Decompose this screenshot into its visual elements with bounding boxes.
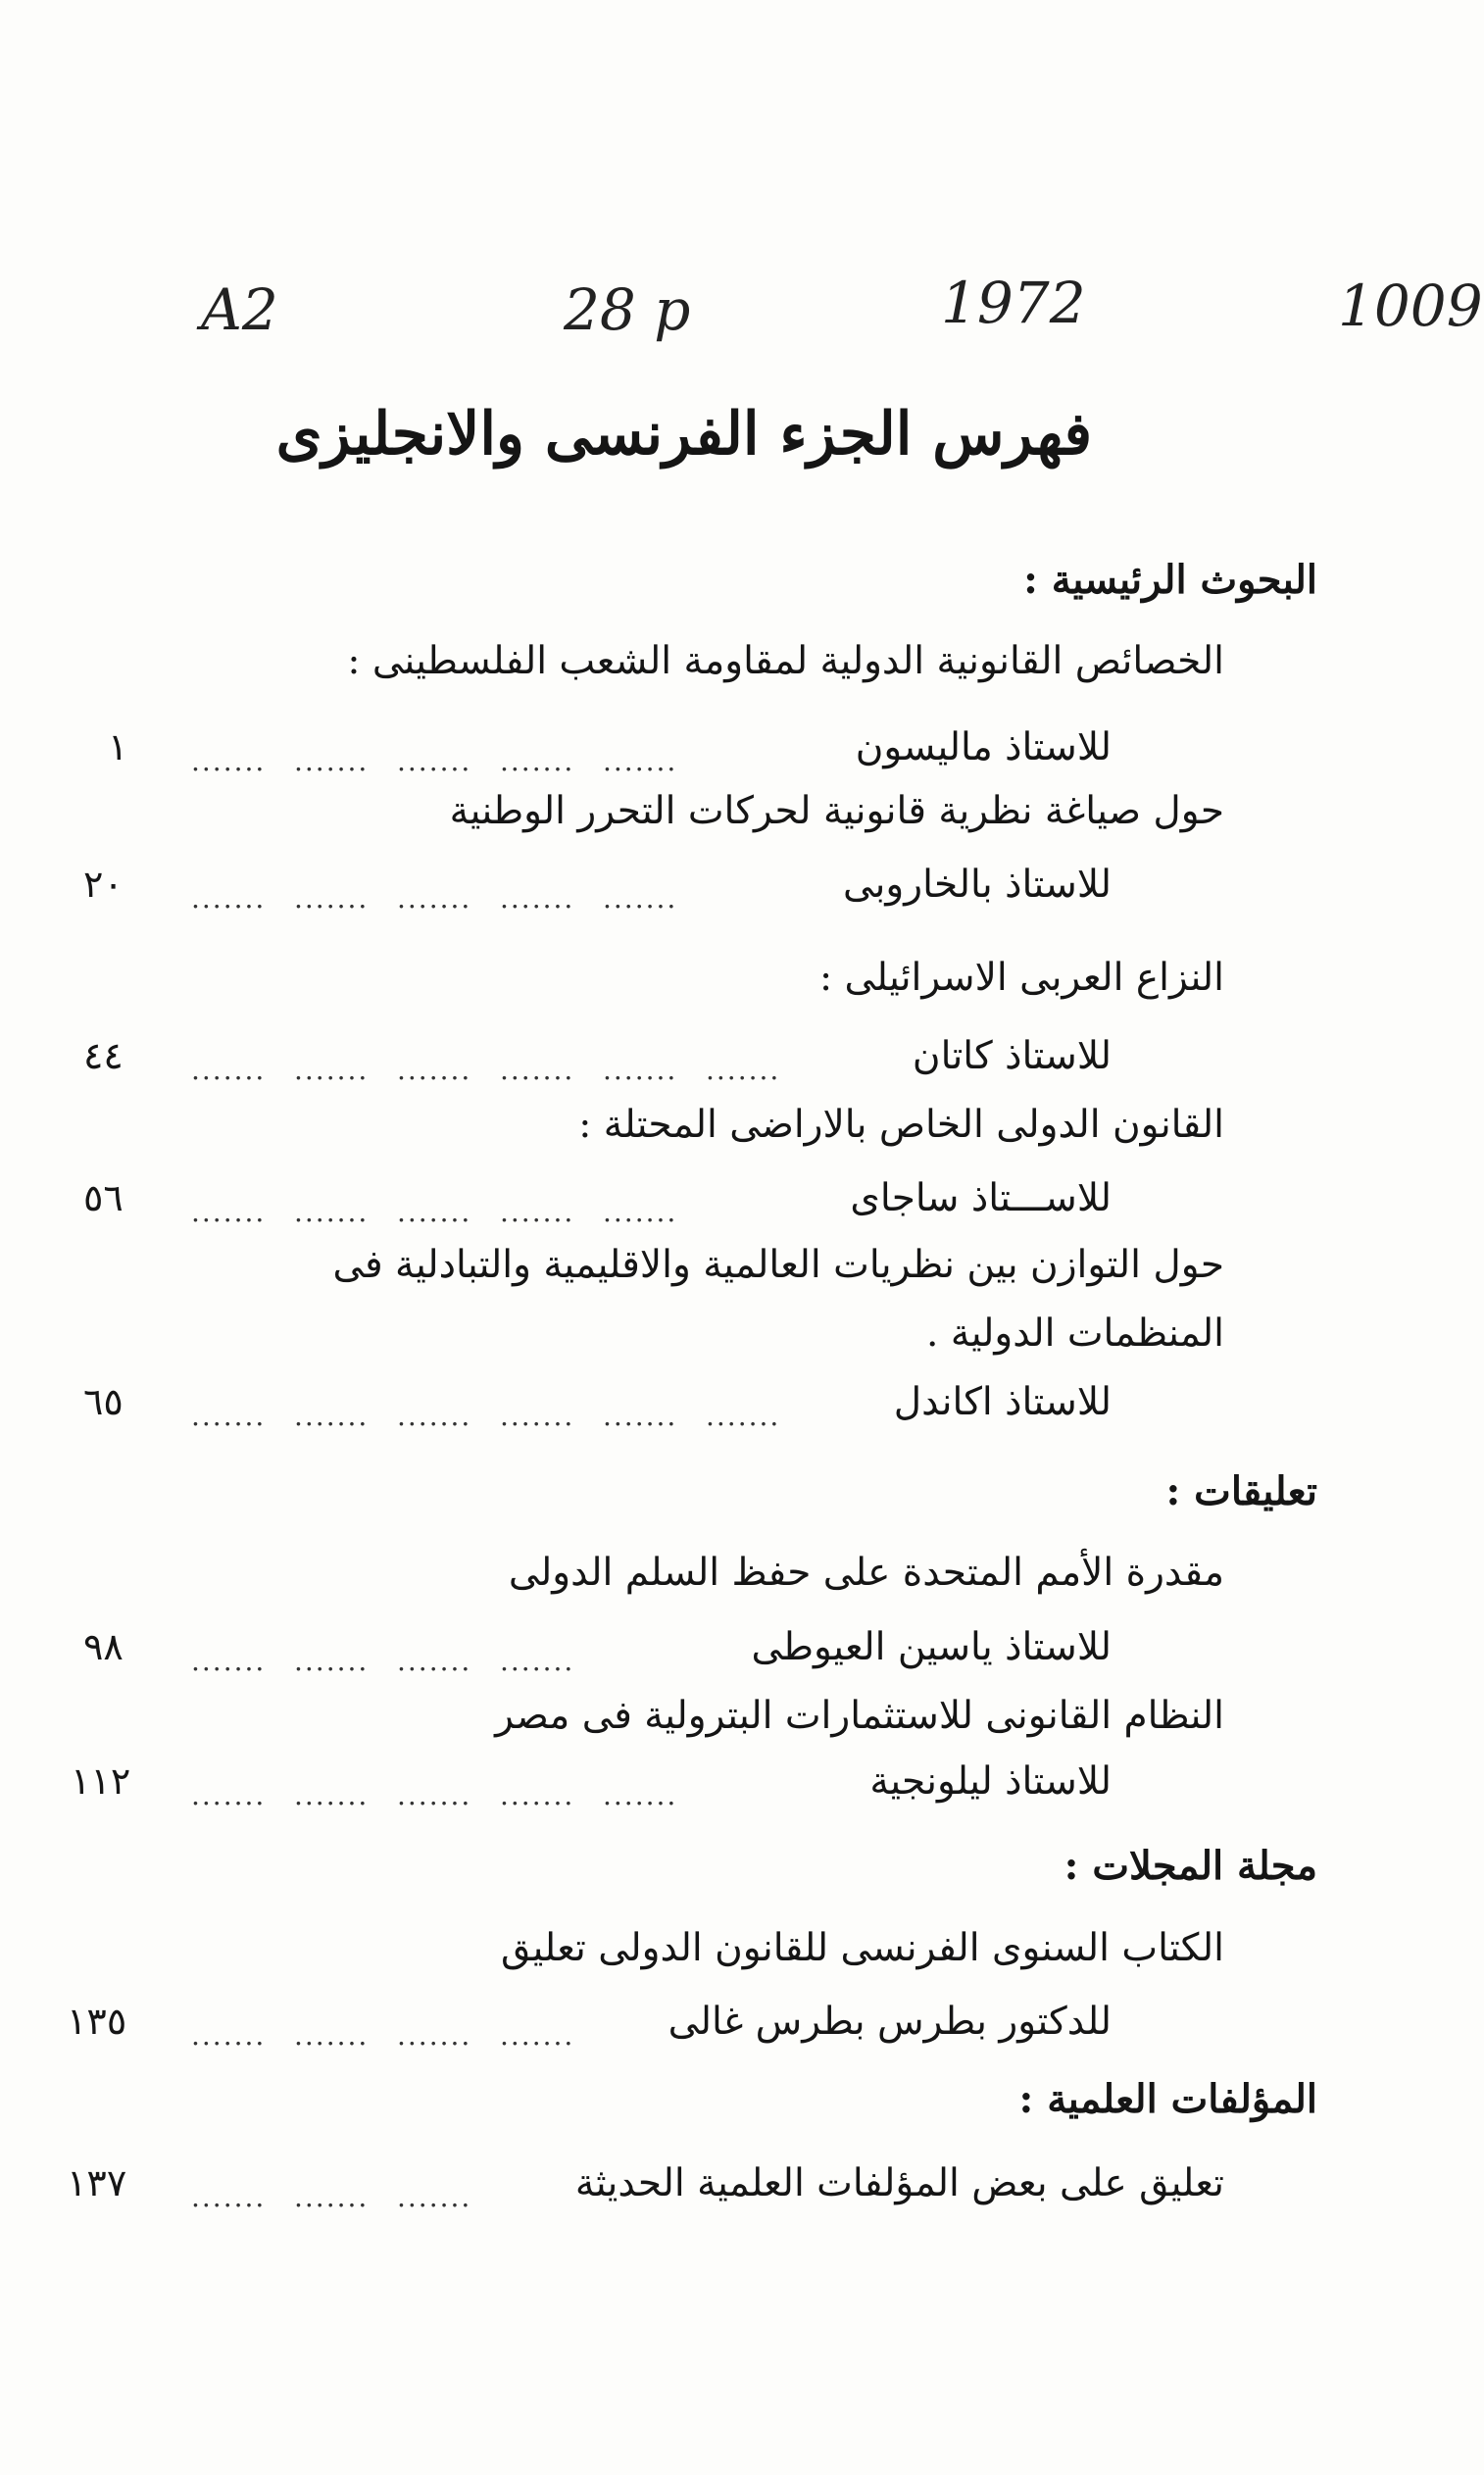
entry-author: للاستاذ كاتان [912, 1034, 1112, 1078]
handwritten-note-right: 1009 [1338, 272, 1483, 339]
leader-dots: ....... [500, 882, 575, 915]
leader-dots: ....... [294, 1054, 370, 1086]
entry-title: حول التوازن بين نظريات العالمية والاقليمية والتبادلية فى [332, 1243, 1224, 1287]
leader-dots: ....... [294, 882, 370, 915]
page-number: ١ [108, 725, 128, 768]
leader-dots: ....... [706, 1400, 781, 1432]
leader-dots: ....... [603, 882, 678, 915]
leader-dots: ....... [500, 1400, 575, 1432]
leader-dots: ....... [397, 2019, 472, 2052]
leader-dots: ....... [603, 1196, 678, 1228]
section-heading-scholarly-works: المؤلفات العلمية : [1018, 2076, 1317, 2122]
leader-dots: ....... [500, 2019, 575, 2052]
section-heading-journals: مجلة المجلات : [1064, 1843, 1317, 1889]
leader-dots: ....... [397, 1779, 472, 1811]
handwritten-note-left: A2 [201, 276, 278, 343]
page-number: ٩٨ [83, 1625, 124, 1668]
leader-dots: ....... [397, 1400, 472, 1432]
leader-dots: ....... [294, 2181, 370, 2213]
page-number: ١١٢ [71, 1759, 131, 1803]
entry-author: للاستاذ ياسين العيوطى [751, 1625, 1112, 1669]
section-heading-main-research: البحوث الرئيسية : [1023, 557, 1317, 603]
leader-dots: ....... [500, 745, 575, 777]
leader-dots: ....... [191, 882, 267, 915]
leader-dots: ....... [191, 1196, 267, 1228]
leader-dots: ....... [294, 1779, 370, 1811]
entry-author: للاستاذ اكاندل [893, 1380, 1112, 1424]
page-number: ١٣٥ [67, 2000, 127, 2043]
leader-dots: ....... [603, 1054, 678, 1086]
handwritten-note-year: 1972 [941, 270, 1086, 336]
leader-dots: ....... [397, 1054, 472, 1086]
leader-dots: ....... [397, 745, 472, 777]
leader-dots: ....... [191, 2019, 267, 2052]
page-number: ٢٠ [83, 863, 124, 906]
entry-title: القانون الدولى الخاص بالاراضى المحتلة : [578, 1103, 1224, 1147]
entry-title: الكتاب السنوى الفرنسى للقانون الدولى تعليق [500, 1926, 1224, 1970]
leader-dots: ....... [397, 882, 472, 915]
leader-dots: ....... [191, 2181, 267, 2213]
leader-dots: ....... [500, 1054, 575, 1086]
leader-dots: ....... [294, 1196, 370, 1228]
leader-dots: ....... [397, 1196, 472, 1228]
page-number: ٦٥ [83, 1380, 124, 1423]
leader-dots: ....... [397, 2181, 472, 2213]
entry-title: النزاع العربى الاسرائيلى : [818, 956, 1224, 1000]
leader-dots: ....... [294, 2019, 370, 2052]
leader-dots: ....... [191, 1645, 267, 1677]
page-title: فهرس الجزء الفرنسى والانجليزى [275, 400, 1092, 469]
entry-title-continued: المنظمات الدولية . [926, 1312, 1224, 1356]
leader-dots: ....... [603, 1779, 678, 1811]
leader-dots: ....... [500, 1779, 575, 1811]
leader-dots: ....... [294, 745, 370, 777]
entry-title: حول صياغة نظرية قانونية لحركات التحرر الوطنية [449, 789, 1224, 833]
leader-dots: ....... [191, 745, 267, 777]
page-number: ٥٦ [83, 1176, 124, 1219]
entry-title: تعليق على بعض المؤلفات العلمية الحديثة [574, 2161, 1224, 2205]
leader-dots: ....... [191, 1400, 267, 1432]
leader-dots: ....... [500, 1645, 575, 1677]
handwritten-note-center-left: 28 p [564, 276, 691, 343]
entry-author: للاستاذ بالخاروبى [843, 863, 1112, 907]
leader-dots: ....... [294, 1645, 370, 1677]
leader-dots: ....... [294, 1400, 370, 1432]
entry-author: للدكتور بطرس بطرس غالى [668, 2000, 1112, 2044]
leader-dots: ....... [603, 745, 678, 777]
entry-author: للاستاذ ماليسون [855, 725, 1112, 769]
entry-author: للاســـتاذ ساجاى [850, 1176, 1112, 1220]
leader-dots: ....... [500, 1196, 575, 1228]
leader-dots: ....... [191, 1054, 267, 1086]
section-heading-commentaries: تعليقات : [1165, 1468, 1317, 1514]
entry-title: النظام القانونى للاستثمارات البترولية فى مصر [495, 1694, 1224, 1738]
entry-title: الخصائص القانونية الدولية لمقاومة الشعب الفلسطينى : [347, 639, 1224, 683]
page-number: ٤٤ [83, 1034, 124, 1077]
entry-author: للاستاذ ليلونجية [869, 1759, 1112, 1804]
leader-dots: ....... [191, 1779, 267, 1811]
page-number: ١٣٧ [67, 2161, 127, 2204]
leader-dots: ....... [603, 1400, 678, 1432]
entry-title: مقدرة الأمم المتحدة على حفظ السلم الدولى [508, 1551, 1224, 1595]
leader-dots: ....... [397, 1645, 472, 1677]
leader-dots: ....... [706, 1054, 781, 1086]
